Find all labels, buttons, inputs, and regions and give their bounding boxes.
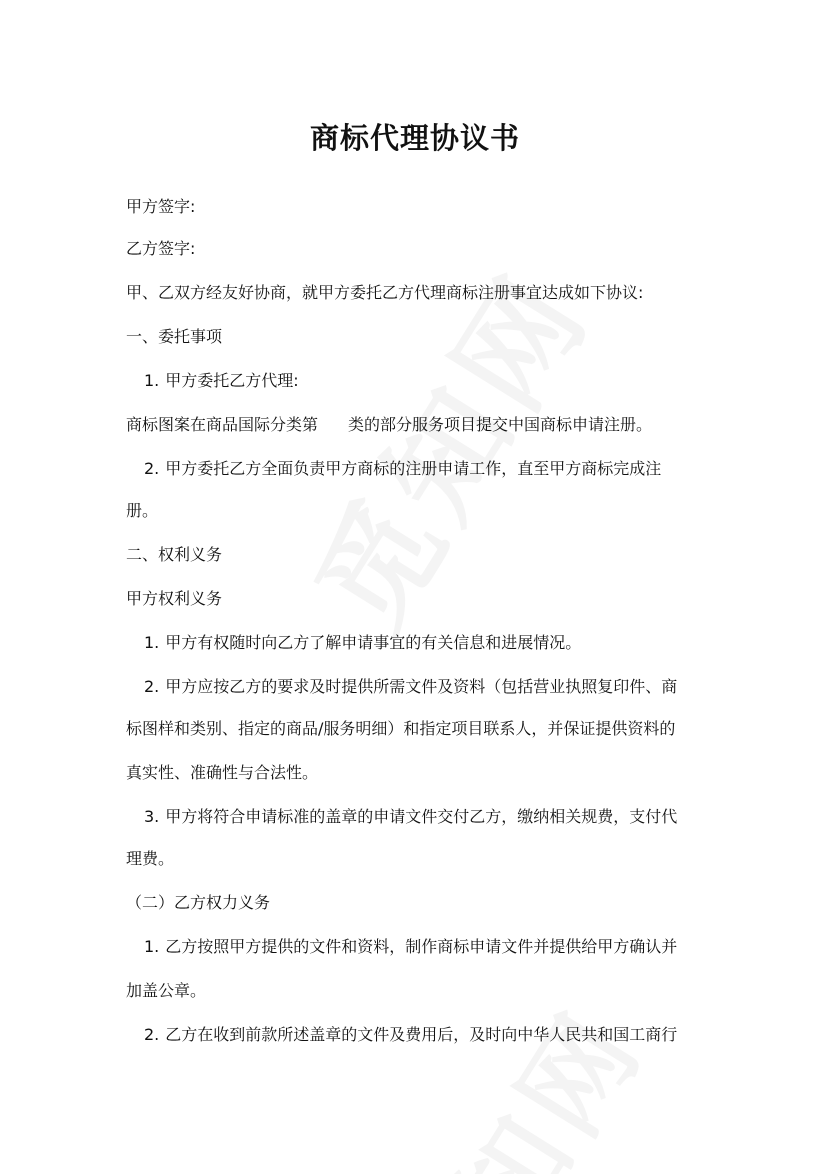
clause-number: 2. <box>144 677 160 696</box>
clause-number: 1. <box>144 371 160 390</box>
section-heading-entrustment: 一、委托事项 <box>126 327 223 346</box>
clause-text: 甲方应按乙方的要求及时提供所需文件及资料（包括营业执照复印件、商 <box>165 677 678 696</box>
clause-2a-3 <box>144 806 734 828</box>
party-a-signature-line: 甲方签字: <box>126 197 196 216</box>
clause-2a-2-continued: 标图样和类别、指定的商品/服务明细）和指定项目联系人，并保证提供资料的 <box>126 719 676 738</box>
clause-2a-2-continued: 真实性、准确性与合法性。 <box>126 763 319 782</box>
clause-text: 甲方有权随时向乙方了解申请事宜的有关信息和进展情况。 <box>165 633 582 652</box>
clause-2b-1 <box>144 936 734 958</box>
clause-number: 2. <box>144 1025 160 1044</box>
clause-text: 甲方将符合申请标准的盖章的申请文件交付乙方，缴纳相关规费，支付代 <box>165 807 678 826</box>
intro-paragraph: 甲、乙双方经友好协商，就甲方委托乙方代理商标注册事宜达成如下协议: <box>126 283 644 302</box>
trademark-class-text-before: 商标图案在商品国际分类第 <box>126 415 319 434</box>
watermark-text <box>348 974 673 1174</box>
clause-number: 2. <box>144 459 160 478</box>
document-title: 商标代理协议书 <box>309 121 520 155</box>
clause-text: 乙方在收到前款所述盖章的文件及费用后，及时向中华人民共和国工商行 <box>165 1025 678 1044</box>
clause-number: 1. <box>144 633 160 652</box>
subheading-party-b-rights: （二）乙方权力义务 <box>126 893 271 912</box>
clause-text: 甲方委托乙方代理: <box>165 371 299 390</box>
clause-2b-2 <box>144 1024 734 1046</box>
clause-text: 乙方按照甲方提供的文件和资料，制作商标申请文件并提供给甲方确认并 <box>165 937 678 956</box>
party-b-signature-line: 乙方签字: <box>126 239 196 258</box>
clause-number: 3. <box>144 807 160 826</box>
section-heading-rights-obligations: 二、权利义务 <box>126 545 223 564</box>
clause-1-2 <box>144 458 734 480</box>
clause-2a-2 <box>144 676 734 698</box>
clause-2b-1-continued: 加盖公章。 <box>126 981 207 1000</box>
clause-2a-1 <box>144 632 734 654</box>
clause-2a-3-continued: 理费。 <box>126 849 175 868</box>
clause-number: 1. <box>144 937 160 956</box>
clause-1-2-continued: 册。 <box>126 501 159 520</box>
clause-text: 甲方委托乙方全面负责甲方商标的注册申请工作，直至甲方商标完成注 <box>165 459 662 478</box>
trademark-class-line <box>126 414 716 436</box>
subheading-party-a-rights: 甲方权利义务 <box>126 589 223 608</box>
trademark-class-text-after: 类的部分服务项目提交中国商标申请注册。 <box>348 415 653 434</box>
clause-1-1 <box>144 370 734 392</box>
